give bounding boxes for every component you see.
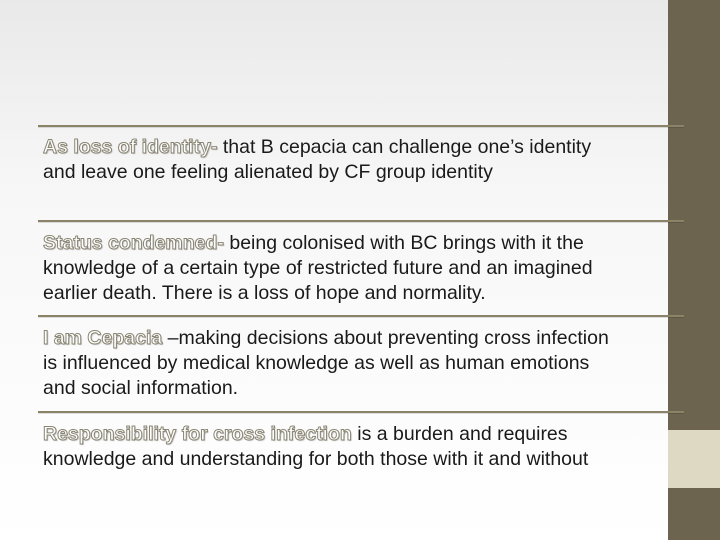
bullet-term: Responsibility for cross infection [43,423,352,445]
bullet-term: As loss of identity- [43,136,218,158]
bullet-point-responsibility [43,422,683,472]
bullet-term: I am Cepacia [43,327,163,349]
text-line [43,231,683,256]
text-line [43,422,683,447]
bullet-point-status [43,231,683,306]
bullet-text: that B cepacia can challenge one’s identity [217,136,592,158]
bullet-term: Status condemned- [43,232,224,254]
divider-rule [38,125,684,127]
text-line: and leave one feeling alienated by CF group identity [43,161,493,183]
bullet-point-cepacia [43,326,683,401]
text-line [43,326,683,351]
bullet-text: –making decisions about preventing cross infection [162,327,609,349]
text-line [43,135,683,160]
text-line: and social information. [43,377,239,399]
bullet-point-identity [43,135,683,185]
text-line: knowledge and understanding for both those with it and without [43,448,589,470]
divider-rule [38,220,684,222]
bullet-text: is a burden and requires [351,423,568,445]
text-line: knowledge of a certain type of restricted future and an imagined [43,257,593,279]
text-line: is influenced by medical knowledge as well as human emotions [43,352,590,374]
divider-rule [38,411,684,413]
bullet-text: being colonised with BC brings with it the [223,232,584,254]
divider-rule [38,315,684,317]
text-line: earlier death. There is a loss of hope and normality. [43,282,486,304]
